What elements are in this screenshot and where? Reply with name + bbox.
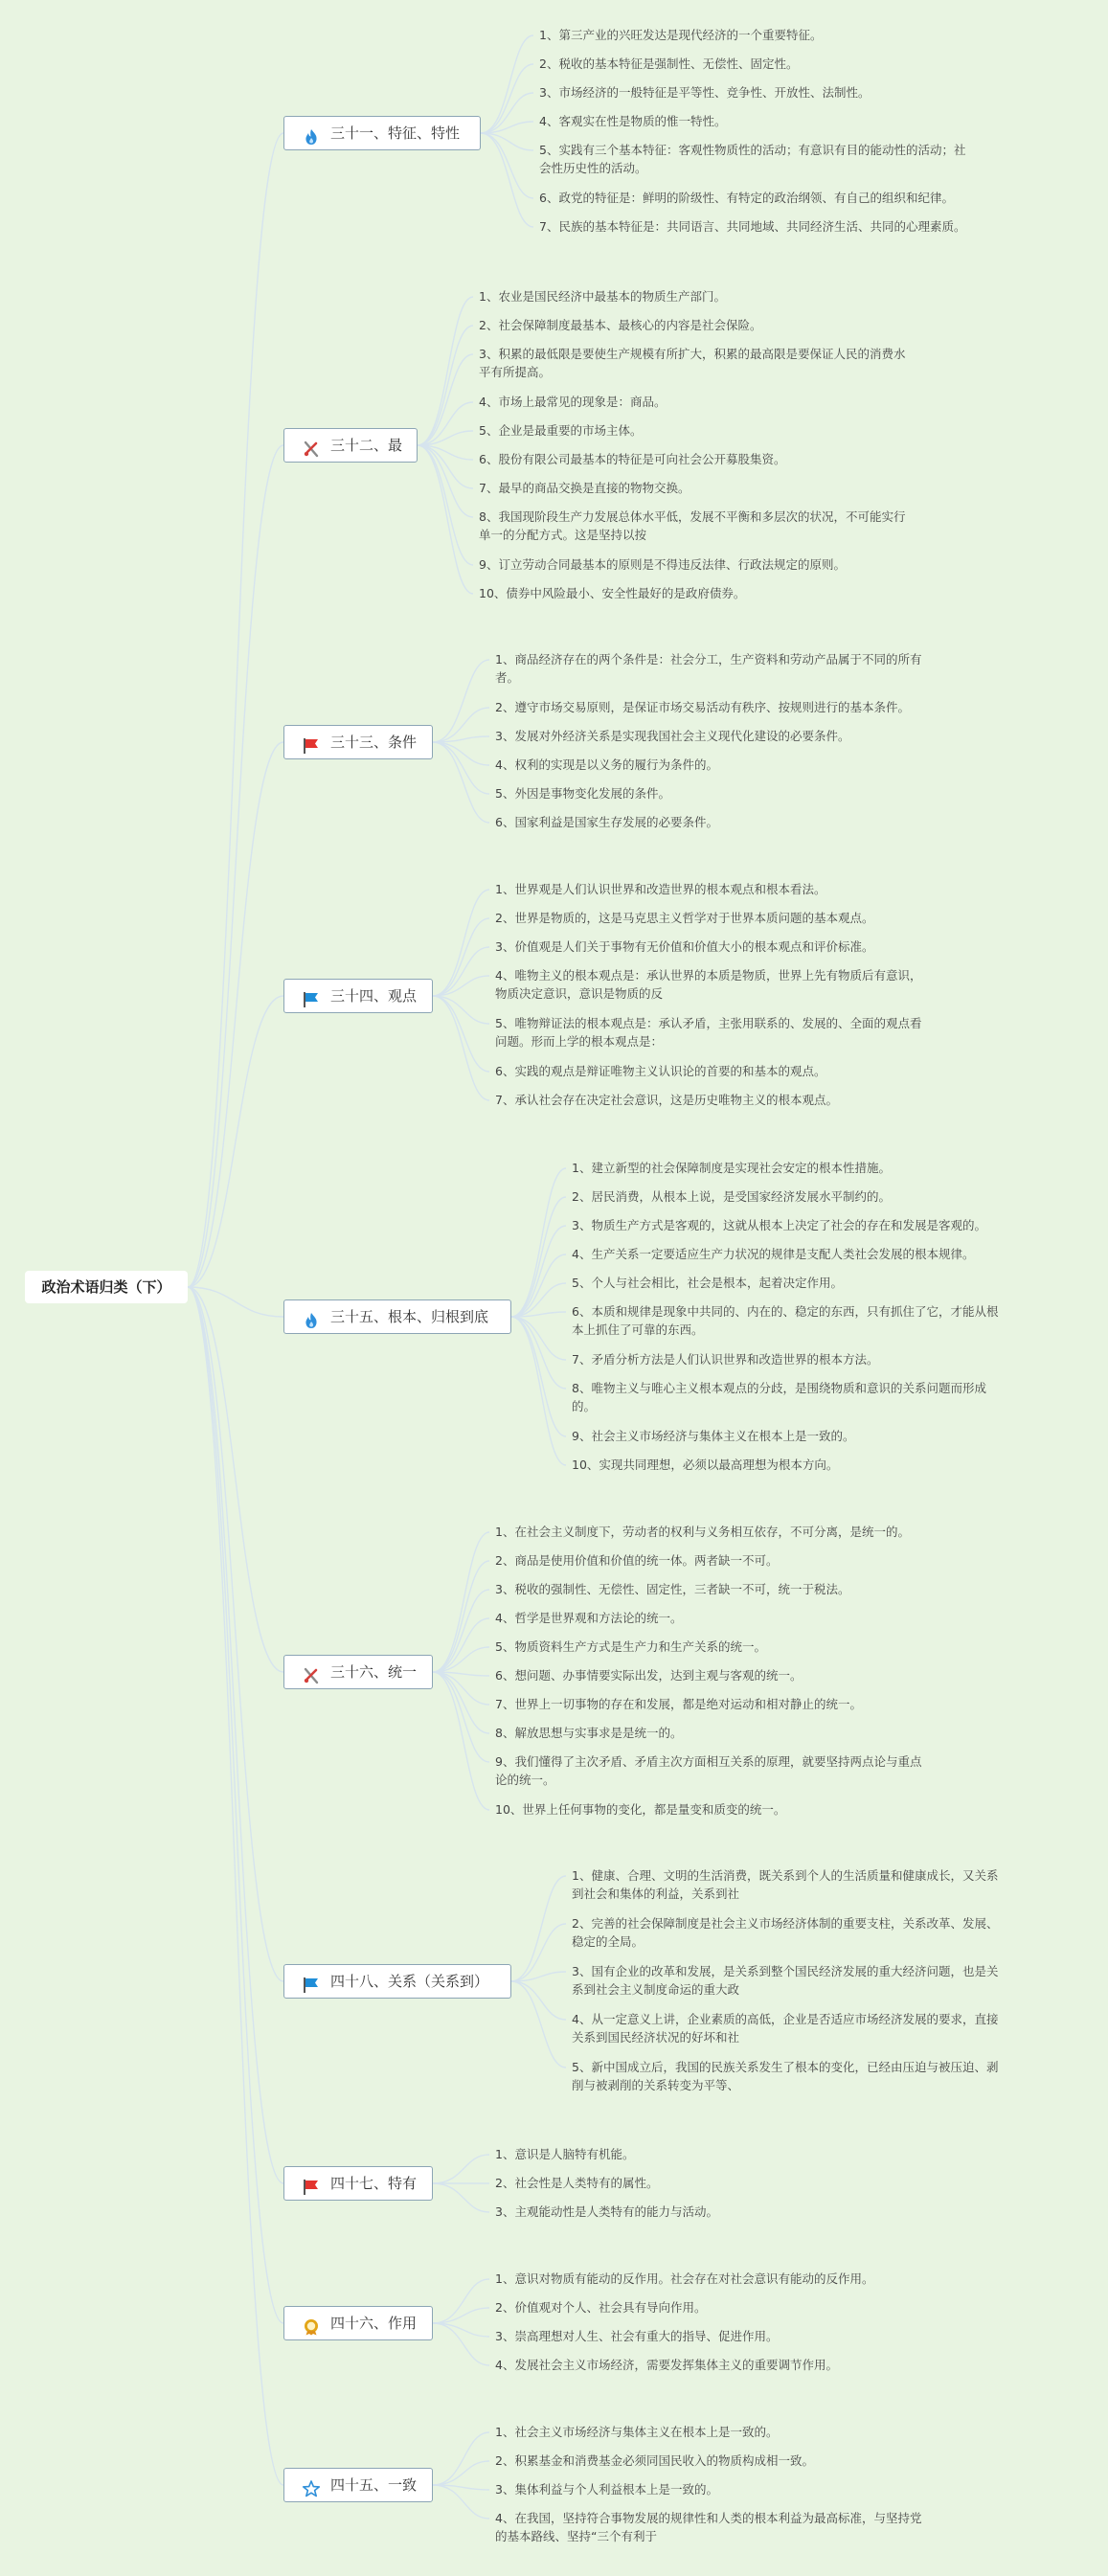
list-item <box>572 1427 854 1445</box>
list-item <box>495 698 910 716</box>
connector-line <box>188 742 283 1287</box>
connector-line <box>481 133 533 198</box>
connector-line <box>511 1981 566 2020</box>
topic-node[interactable] <box>283 725 433 759</box>
tools-icon <box>302 1663 321 1681</box>
list-item <box>495 727 849 745</box>
list-item <box>495 756 718 774</box>
item-line: 4、权利的实现是以义务的履行为条件的。 <box>495 757 718 772</box>
list-item <box>495 650 921 687</box>
topic-label: 三十四、观点 <box>330 987 418 1005</box>
item-line: 7、承认社会存在决定社会意识，这是历史唯物主义的根本观点。 <box>495 1093 838 1107</box>
item-line: 5、企业是最重要的市场主体。 <box>479 423 643 438</box>
list-item <box>572 2058 998 2094</box>
list-item <box>495 2509 921 2545</box>
list-item <box>479 345 905 381</box>
list-item <box>572 1379 986 1415</box>
topic-label: 三十二、最 <box>330 437 403 454</box>
list-item <box>539 55 798 73</box>
list-item <box>495 966 921 1003</box>
connector-line <box>188 1287 283 1672</box>
item-line: 会性历史性的活动。 <box>539 161 647 175</box>
list-item <box>572 1274 843 1292</box>
blue-flag-icon <box>302 987 321 1005</box>
item-line: 5、物质资料生产方式是生产力和生产关系的统一。 <box>495 1639 766 1654</box>
connector-line <box>188 133 283 1287</box>
list-item <box>479 393 666 411</box>
item-line: 1、健康、合理、文明的生活消费，既关系到个人的生活质量和健康成长，又关系 <box>572 1868 999 1883</box>
item-line: 1、在社会主义制度下，劳动者的权利与义务相互依存，不可分离，是统一的。 <box>495 1525 910 1539</box>
item-line: 1、意识是人脑特有机能。 <box>495 2147 635 2161</box>
connector-line <box>433 2183 489 2212</box>
topic-label: 三十三、条件 <box>330 734 418 751</box>
connector-line <box>433 2432 489 2485</box>
topic-node[interactable] <box>283 428 418 463</box>
item-line: 5、新中国成立后，我国的民族关系发生了根本的变化，已经由压迫与被压迫、剥 <box>572 2060 999 2074</box>
connector-line <box>433 1590 489 1672</box>
red-flag-icon <box>302 734 321 751</box>
list-item <box>495 1724 682 1742</box>
list-item <box>572 1187 891 1206</box>
connector-line <box>481 133 533 227</box>
list-item <box>539 189 954 207</box>
item-line: 3、积累的最低限是要使生产规模有所扩大，积累的最高限是要保证人民的消费水 <box>479 347 906 361</box>
item-line: 2、社会性是人类特有的属性。 <box>495 2176 659 2190</box>
connector-line <box>511 1168 566 1317</box>
item-line: 1、社会主义市场经济与集体主义在根本上是一致的。 <box>495 2425 779 2439</box>
list-item <box>495 813 718 831</box>
item-line: 问题。形而上学的根本观点是： <box>495 1034 664 1049</box>
list-item <box>572 1866 998 1903</box>
item-line: 5、外因是事物变化发展的条件。 <box>495 786 670 801</box>
item-line: 关系到国民经济状况的好坏和社 <box>572 2030 740 2045</box>
topic-node[interactable] <box>283 2166 433 2201</box>
list-item <box>495 1580 849 1598</box>
list-item <box>572 1216 986 1234</box>
item-line: 6、想问题、办事情要实际出发，达到主观与客观的统一。 <box>495 1668 803 1683</box>
topic-label: 三十六、统一 <box>330 1663 418 1681</box>
connector-line <box>511 1981 566 2068</box>
list-item <box>479 479 690 497</box>
item-line: 5、个人与社会相比，社会是根本，起着决定作用。 <box>572 1276 843 1290</box>
item-line: 8、解放思想与实事求是是统一的。 <box>495 1726 683 1740</box>
list-item <box>495 1800 785 1819</box>
list-item <box>495 938 873 956</box>
list-item <box>572 1350 878 1368</box>
item-line: 1、世界观是人们认识世界和改造世界的根本观点和根本看法。 <box>495 882 826 896</box>
item-line: 5、实践有三个基本特征：客观性物质性的活动；有意识有目的能动性的活动；社 <box>539 143 966 157</box>
item-line: 6、国家利益是国家生存发展的必要条件。 <box>495 815 718 829</box>
list-item <box>479 287 726 305</box>
connector-line <box>433 2155 489 2183</box>
connector-line <box>511 1876 566 1981</box>
connector-line <box>433 918 489 996</box>
item-line: 10、世界上任何事物的变化，都是量变和质变的统一。 <box>495 1802 786 1817</box>
item-line: 8、我国现阶段生产力发展总体水平低，发展不平衡和多层次的状况，不可能实行 <box>479 509 906 524</box>
item-line: 10、债券中风险最小、安全性最好的是政府债券。 <box>479 586 746 600</box>
list-item <box>479 584 745 602</box>
connector-line <box>188 1287 283 2183</box>
item-line: 4、从一定意义上讲，企业素质的高低，企业是否适应市场经济发展的要求，直接 <box>572 2012 999 2026</box>
item-line: 的基本路线、坚持“三个有利于 <box>495 2529 657 2543</box>
item-line: 6、本质和规律是现象中共同的、内在的、稳定的东西，只有抓住了它，才能从根 <box>572 1304 999 1319</box>
connector-line <box>433 2308 489 2323</box>
item-line: 3、市场经济的一般特征是平等性、竞争性、开放性、法制性。 <box>539 85 871 100</box>
connector-line <box>188 1287 283 2323</box>
item-line: 系到社会主义制度命运的重大政 <box>572 1982 740 1997</box>
item-line: 3、集体利益与个人利益根本上是一致的。 <box>495 2482 718 2497</box>
list-item <box>572 1962 998 1999</box>
topic-label: 四十五、一致 <box>330 2476 418 2494</box>
list-item <box>495 2423 778 2441</box>
item-line: 论的统一。 <box>495 1773 555 1787</box>
item-line: 7、最早的商品交换是直接的物物交换。 <box>479 481 690 495</box>
connector-line <box>433 742 489 765</box>
topic-node[interactable] <box>283 1964 511 1999</box>
list-item <box>539 141 965 177</box>
item-line: 9、社会主义市场经济与集体主义在根本上是一致的。 <box>572 1429 855 1443</box>
topic-label: 三十一、特征、特性 <box>330 124 461 142</box>
item-line: 到社会和集体的利益，关系到社 <box>572 1887 740 1901</box>
connector-line <box>511 1317 566 1360</box>
item-line: 8、唯物主义与唯心主义根本观点的分歧，是围绕物质和意识的关系问题而形成 <box>572 1381 986 1395</box>
connector-line <box>433 947 489 996</box>
list-item <box>495 2356 838 2374</box>
item-line: 4、市场上最常见的现象是：商品。 <box>479 395 667 409</box>
list-item <box>495 1062 825 1080</box>
item-line: 平有所提高。 <box>479 365 552 379</box>
connector-line <box>433 660 489 742</box>
list-item <box>495 2298 706 2316</box>
list-item <box>495 784 670 802</box>
item-line: 1、意识对物质有能动的反作用。社会存在对社会意识有能动的反作用。 <box>495 2271 874 2286</box>
connector-line <box>433 1532 489 1672</box>
item-line: 稳定的全局。 <box>572 1934 644 1949</box>
connector-line <box>418 445 473 594</box>
item-line: 4、在我国，坚持符合事物发展的规律性和人类的根本利益为最高标准，与坚持党 <box>495 2511 922 2525</box>
item-line: 本上抓住了可靠的东西。 <box>572 1322 704 1337</box>
list-item <box>572 1159 891 1177</box>
connector-line <box>433 2323 489 2337</box>
list-item <box>495 2327 778 2345</box>
connector-line <box>433 742 489 823</box>
connector-line <box>511 1317 566 1465</box>
item-line: 物质决定意识，意识是物质的反 <box>495 986 664 1001</box>
item-line: 6、实践的观点是辩证唯物主义认识论的首要的和基本的观点。 <box>495 1064 826 1078</box>
item-line: 3、价值观是人们关于事物有无价值和价值大小的根本观点和评价标准。 <box>495 939 874 954</box>
item-line: 的。 <box>572 1399 597 1413</box>
item-line: 6、股份有限公司最基本的特征是可向社会公开募股集资。 <box>479 452 786 466</box>
medal-icon <box>302 2315 321 2332</box>
connector-line <box>433 1561 489 1672</box>
item-line: 10、实现共同理想，必须以最高理想为根本方向。 <box>572 1457 839 1472</box>
list-item <box>539 217 965 236</box>
connector-line <box>433 890 489 996</box>
list-item <box>495 2270 873 2288</box>
list-item <box>495 1551 778 1570</box>
list-item <box>495 880 825 898</box>
connector-line <box>433 2461 489 2485</box>
item-line: 4、哲学是世界观和方法论的统一。 <box>495 1611 683 1625</box>
list-item <box>495 1609 682 1627</box>
item-line: 4、唯物主义的根本观点是：承认世界的本质是物质，世界上先有物质后有意识， <box>495 968 922 983</box>
item-line: 2、商品是使用价值和价值的统一体。两者缺一不可。 <box>495 1553 779 1568</box>
tools-icon <box>302 437 321 454</box>
connector-line <box>188 445 283 1287</box>
list-item <box>539 26 822 44</box>
list-item <box>539 83 870 102</box>
list-item <box>495 1014 921 1051</box>
item-line: 4、发展社会主义市场经济，需要发挥集体主义的重要调节作用。 <box>495 2358 838 2372</box>
item-line: 者。 <box>495 670 520 685</box>
list-item <box>495 2174 658 2192</box>
topic-label: 四十八、关系（关系到） <box>330 1973 489 1990</box>
list-item <box>479 421 642 440</box>
list-item <box>539 112 726 130</box>
list-item <box>495 1666 802 1684</box>
connector-line <box>481 35 533 133</box>
list-item <box>495 1695 862 1713</box>
topic-node[interactable] <box>283 1655 433 1689</box>
connector-line <box>433 996 489 1024</box>
item-line: 7、世界上一切事物的存在和发展，都是绝对运动和相对静止的统一。 <box>495 1697 862 1711</box>
item-line: 7、矛盾分析方法是人们认识世界和改造世界的根本方法。 <box>572 1352 879 1367</box>
item-line: 2、世界是物质的，这是马克思主义哲学对于世界本质问题的基本观点。 <box>495 911 874 925</box>
list-item <box>495 2145 634 2163</box>
item-line: 7、民族的基本特征是：共同语言、共同地域、共同经济生活、共同的心理素质。 <box>539 219 966 234</box>
list-item <box>572 1914 998 1951</box>
blue-flag-icon <box>302 1973 321 1990</box>
list-item <box>479 508 905 544</box>
item-line: 2、税收的基本特征是强制性、无偿性、固定性。 <box>539 56 799 71</box>
item-line: 2、价值观对个人、社会具有导向作用。 <box>495 2300 707 2315</box>
item-line: 1、建立新型的社会保障制度是实现社会安定的根本性措施。 <box>572 1161 891 1175</box>
list-item <box>495 1638 766 1656</box>
list-item <box>495 909 873 927</box>
list-item <box>572 1456 838 1474</box>
item-line: 1、第三产业的兴旺发达是现代经济的一个重要特征。 <box>539 28 823 42</box>
item-line: 6、政党的特征是：鲜明的阶级性、有特定的政治纲领、有自己的组织和纪律。 <box>539 191 954 205</box>
list-item <box>495 2480 718 2498</box>
topic-label: 四十七、特有 <box>330 2175 418 2192</box>
item-line: 2、遵守市场交易原则，是保证市场交易活动有秩序、按规则进行的基本条件。 <box>495 700 910 714</box>
item-line: 4、生产关系一定要适应生产力状况的规律是支配人类社会发展的根本规律。 <box>572 1247 975 1261</box>
item-line: 3、国有企业的改革和发展，是关系到整个国民经济发展的重大经济问题，也是关 <box>572 1964 999 1978</box>
item-line: 3、崇高理想对人生、社会有重大的指导、促进作用。 <box>495 2329 779 2343</box>
item-line: 3、税收的强制性、无偿性、固定性，三者缺一不可，统一于税法。 <box>495 1582 850 1596</box>
red-flag-icon <box>302 2175 321 2192</box>
item-line: 1、农业是国民经济中最基本的物质生产部门。 <box>479 289 726 304</box>
item-line: 5、唯物辩证法的根本观点是：承认矛盾，主张用联系的、发展的、全面的观点看 <box>495 1016 922 1030</box>
item-line: 9、订立劳动合同最基本的原则是不得违反法律、行政法规定的原则。 <box>479 557 846 572</box>
list-item <box>495 2203 718 2221</box>
topic-node[interactable] <box>283 116 481 150</box>
root-topic: 政治术语归类（下） <box>25 1271 188 1303</box>
item-line: 3、物质生产方式是客观的，这就从根本上决定了社会的存在和发展是客观的。 <box>572 1218 986 1232</box>
item-line: 4、客观实在性是物质的惟一特性。 <box>539 114 727 128</box>
list-item <box>479 450 785 468</box>
item-line: 单一的分配方式。这是坚持以按 <box>479 528 647 542</box>
item-line: 削与被剥削的关系转变为平等、 <box>572 2078 740 2092</box>
topic-node[interactable] <box>283 1299 511 1334</box>
list-item <box>495 1752 921 1789</box>
connector-line <box>481 93 533 133</box>
item-line: 2、居民消费，从根本上说，是受国家经济发展水平制约的。 <box>572 1189 891 1204</box>
item-line: 2、积累基金和消费基金必须同国民收入的物质构成相一致。 <box>495 2453 814 2468</box>
connector-line <box>433 996 489 1100</box>
list-item <box>495 2452 814 2470</box>
flame-icon <box>302 1308 321 1325</box>
list-item <box>479 316 761 334</box>
list-item <box>495 1091 838 1109</box>
item-line: 9、我们懂得了主次矛盾、矛盾主次方面相互关系的原理，就要坚持两点论与重点 <box>495 1754 922 1769</box>
list-item <box>572 1302 998 1339</box>
list-item <box>479 555 846 574</box>
item-line: 3、发展对外经济关系是实现我国社会主义现代化建设的必要条件。 <box>495 729 850 743</box>
connector-line <box>188 1287 283 2485</box>
connector-line <box>433 1672 489 1810</box>
list-item <box>572 2010 998 2046</box>
topic-node[interactable] <box>283 2468 433 2502</box>
item-line: 2、完善的社会保障制度是社会主义市场经济体制的重要支柱，关系改革、发展、 <box>572 1916 999 1931</box>
connector-line <box>418 297 473 445</box>
star-icon <box>302 2476 321 2494</box>
item-line: 3、主观能动性是人类特有的能力与活动。 <box>495 2204 718 2219</box>
topic-label: 三十五、根本、归根到底 <box>330 1308 489 1325</box>
topic-node[interactable] <box>283 979 433 1013</box>
topic-node[interactable] <box>283 2306 433 2340</box>
item-line: 1、商品经济存在的两个条件是：社会分工，生产资料和劳动产品属于不同的所有 <box>495 652 922 667</box>
item-line: 2、社会保障制度最基本、最核心的内容是社会保险。 <box>479 318 762 332</box>
list-item <box>572 1245 974 1263</box>
flame-icon <box>302 124 321 142</box>
list-item <box>495 1523 910 1541</box>
connector-line <box>433 742 489 794</box>
topic-label: 四十六、作用 <box>330 2315 418 2332</box>
